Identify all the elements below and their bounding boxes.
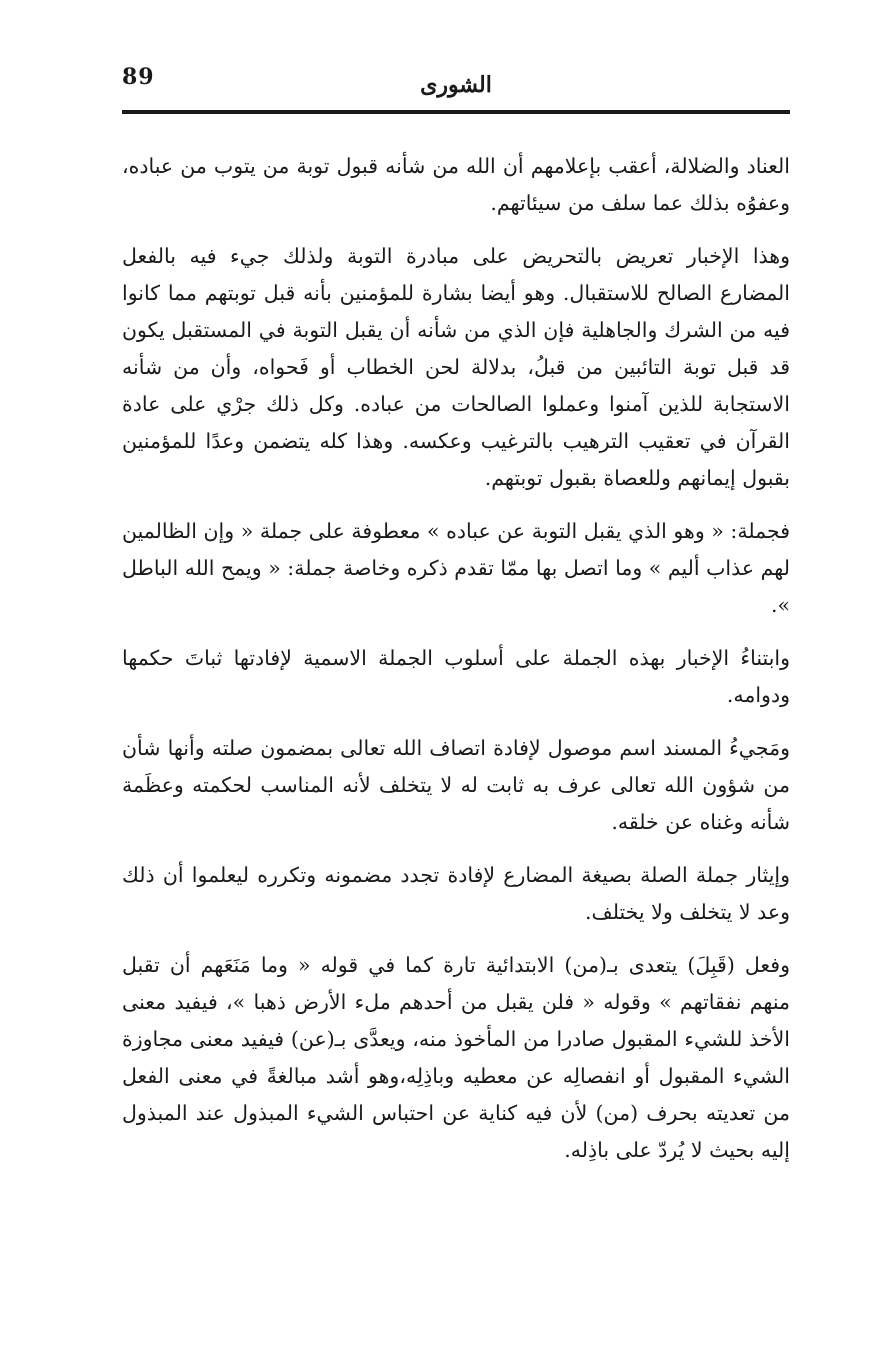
page-number: 89 (122, 64, 155, 90)
body-text (122, 148, 790, 1169)
paragraph-4: وابتناءُ الإخبار بهذه الجملة على أسلوب الجملة الاسمية لإفادتها ثباتَ حكمها ودوامه. (122, 646, 790, 707)
paragraph-6: وإيثار جملة الصلة بصيغة المضارع لإفادة تجدد مضمونه وتكرره ليعلموا أن ذلك وعد لا يتخلف ولا يختلف. (122, 863, 790, 924)
header-rule (122, 110, 790, 114)
page-header (122, 58, 790, 116)
paragraph-2: وهذا الإخبار تعريض بالتحريض على مبادرة التوبة ولذلك جيء فيه بالفعل المضارع الصالح للاستقبال. وهو أيضا بشارة للمؤمنين بأنه قبل توبتهم مما كانوا فيه من الشرك والجاهلية فإن الذي من شأنه أن يقبل التوبة في المستقبل يكون قد قبل توبة التائبين من قبلُ، بدلالة لحن الخطاب أو فَحواه، وأن من شأنه الاستجابة للذين آمنوا وعملوا الصالحات من عباده. وكل ذلك جرْي على عادة القرآن في تعقيب الترهيب بالترغيب وعكسه. وهذا كله يتضمن وعدًا للمؤمنين بقبول إيمانهم وللعصاة بقبول توبتهم. (122, 244, 790, 490)
paragraph-3: فجملة: « وهو الذي يقبل التوبة عن عباده » معطوفة على جملة « وإن الظالمين لهم عذاب أليم » وما اتصل بها ممّا تقدم ذكره وخاصة جملة: « ويمح الله الباطل ». (122, 519, 790, 617)
running-title: الشورى (420, 72, 492, 98)
paragraph-5: ومَجيءُ المسند اسم موصول لإفادة اتصاف الله تعالى بمضمون صلته وأنها شأن من شؤون الله تعالى عرف به ثابت له لا يتخلف لأنه المناسب لحكمته وعظَمة شأنه وغناه عن خلقه. (122, 736, 790, 834)
paragraph-7: وفعل (قَبِلَ) يتعدى بـ(من) الابتدائية تارة كما في قوله « وما مَنَعَهم أن تقبل منهم نفقاتهم » وقوله « فلن يقبل من أحدهم ملء الأرض ذهبا »، فيفيد معنى الأخذ للشيء المقبول صادرا من المأخوذ منه، ويعدَّى بـ(عن) فيفيد معنى مجاوزة الشيء المقبول أو انفصالِه عن معطيه وباذِلِه،وهو أشد مبالغةً في معنى الفعل من تعديته بحرف (من) لأن فيه كناية عن احتباس الشيء المبذول عند المبذول إليه بحيث لا يُردّ على باذِله. (122, 953, 790, 1162)
paragraph-1: العناد والضلالة، أعقب بإعلامهم أن الله من شأنه قبول توبة من يتوب من عباده، وعفوُه بذلك عما سلف من سيئاتهم. (122, 154, 790, 215)
